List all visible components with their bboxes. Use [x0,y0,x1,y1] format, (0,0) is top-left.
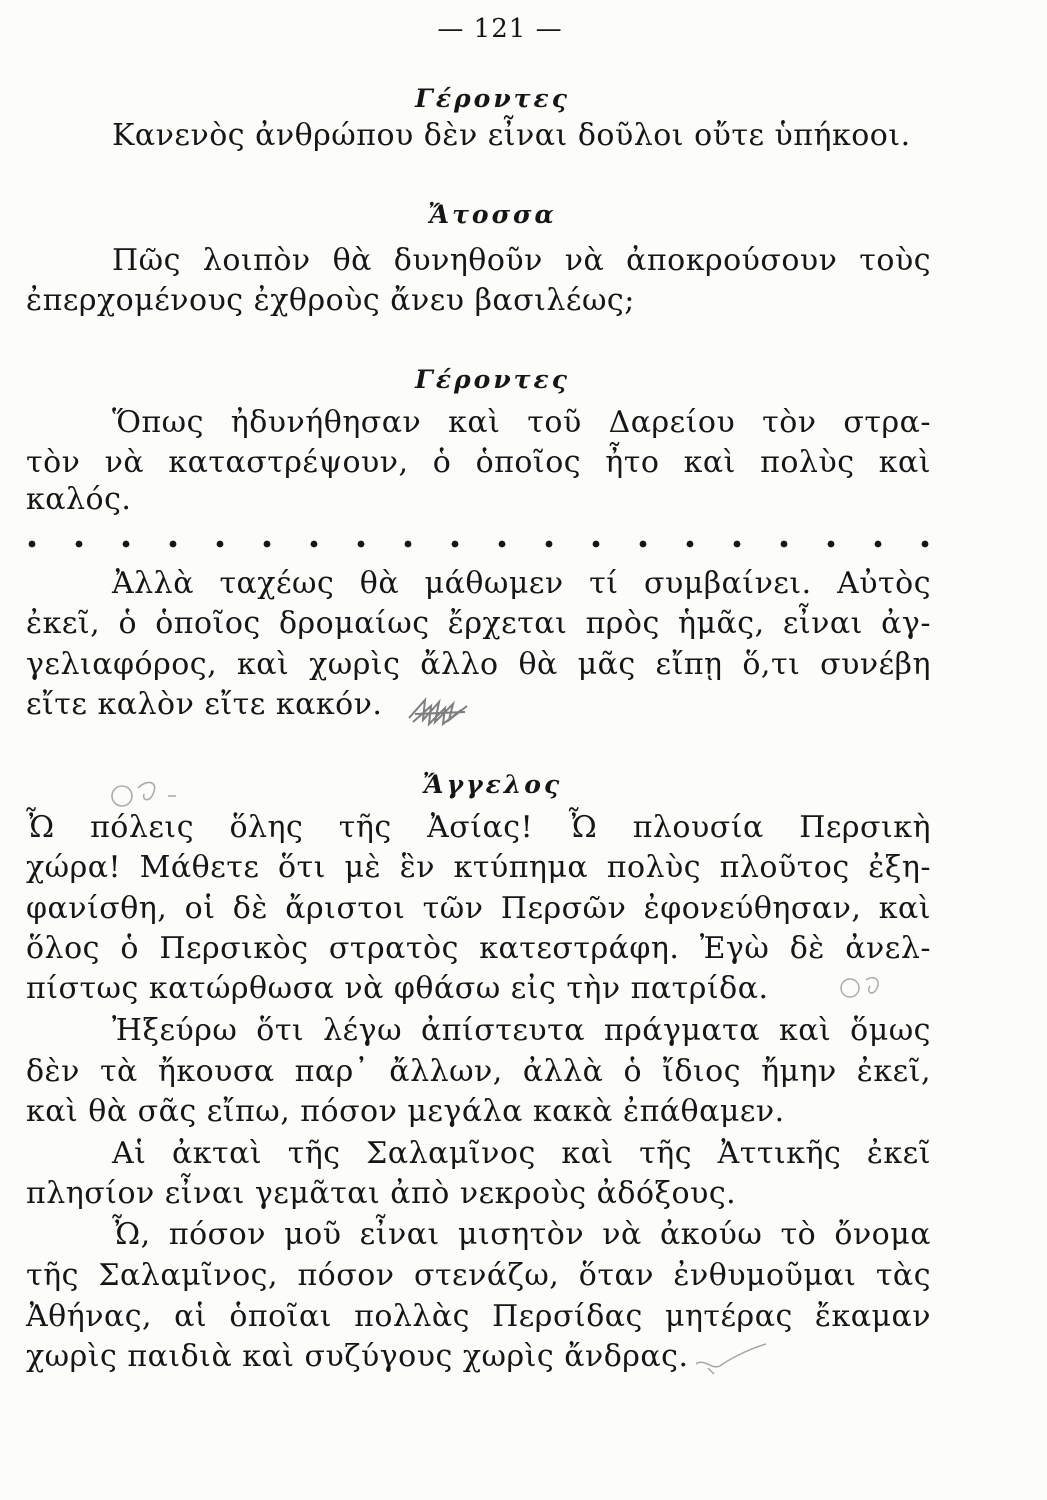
text-line: καλός. [26,482,132,517]
text-line: γελιαφόρος, καὶ χωρὶς ἄλλο θὰ μᾶς εἴπῃ ὅ,τι συνέβη [26,647,931,682]
text-line: Ἀλλὰ ταχέως θὰ μάθωμεν τί συμβαίνει. Αὐτὸς [112,566,931,601]
pencil-checkmark-icon [690,1340,770,1384]
text-line: ἐπερχομένους ἐχθροὺς ἄνευ βασιλέως; [26,283,635,318]
speaker-heading: Γέροντες [415,84,570,113]
pencil-scribble-mark [405,690,475,734]
text-line: φανίσθη, οἱ δὲ ἄριστοι τῶν Περσῶν ἐφονεύθησαν, καὶ [26,891,931,926]
text-line: Ὦ, πόσον μοῦ εἶναι μισητὸν νὰ ἀκούω τὸ ὄνομα [112,1217,931,1252]
text-line: χωρὶς παιδιὰ καὶ συζύγους χωρὶς ἄνδρας. [26,1339,689,1374]
pencil-annotation-mark [836,970,886,1008]
text-line: Ἀθήνας, αἱ ὁποῖαι πολλὰς Περσίδας μητέρας ἔκαμαν [26,1299,931,1334]
speaker-heading: Ἄγγελος [422,770,563,799]
speaker-heading: Ἄτοσσα [428,200,557,229]
text-line: Ἠξεύρω ὅτι λέγω ἀπίστευτα πράγματα καὶ ὅμως [112,1013,931,1048]
text-line: ἐκεῖ, ὁ ὁποῖος δρομαίως ἔρχεται πρὸς ἡμᾶς, εἶναι ἀγ- [26,606,931,641]
text-line: πίστως κατώρθωσα νὰ φθάσω εἰς τὴν πατρίδα. [26,971,769,1006]
text-line: Αἱ ἀκταὶ τῆς Σαλαμῖνος καὶ τῆς Ἀττικῆς ἐκεῖ [112,1136,931,1171]
text-line: Κανενὸς ἀνθρώπου δὲν εἶναι δοῦλοι οὔτε ὑπήκοοι. [112,118,911,153]
text-line: ὅλος ὁ Περσικὸς στρατὸς κατεστράφη. Ἐγὼ δὲ ἀνελ- [26,931,931,966]
text-line: χώρα! Μάθετε ὅτι μὲ ἓν κτύπημα πολὺς πλοῦτος ἐξη- [26,850,931,885]
text-line: εἴτε καλὸν εἴτε κακόν. [26,687,383,722]
text-line: Ὅπως ἠδυνήθησαν καὶ τοῦ Δαρείου τὸν στρα- [112,405,931,440]
ellipsis-separator [26,528,931,558]
text-line: Πῶς λοιπὸν θὰ δυνηθοῦν νὰ ἀποκρούσουν τοὺς [112,243,931,278]
text-line: δὲν τὰ ἤκουσα παρ᾽ ἄλλων, ἀλλὰ ὁ ἴδιος ἤμην ἐκεῖ, [26,1054,931,1089]
text-line: καὶ θὰ σᾶς εἴπω, πόσον μεγάλα κακὰ ἐπάθαμεν. [26,1094,785,1129]
text-line: τὸν νὰ καταστρέψουν, ὁ ὁποῖος ἦτο καὶ πολὺς καὶ [26,445,931,480]
text-line: τῆς Σαλαμῖνος, πόσον στενάζω, ὅταν ἐνθυμοῦμαι τὰς [26,1258,931,1293]
text-line: Ὦ πόλεις ὅλης τῆς Ἀσίας! Ὦ πλουσία Περσικὴ [26,810,931,845]
page-number: — 121 — [437,14,563,44]
dot-row-icon [26,528,931,558]
text-line: πλησίον εἶναι γεμᾶται ἀπὸ νεκροὺς ἀδόξους. [26,1176,737,1211]
speaker-heading: Γέροντες [415,365,570,394]
